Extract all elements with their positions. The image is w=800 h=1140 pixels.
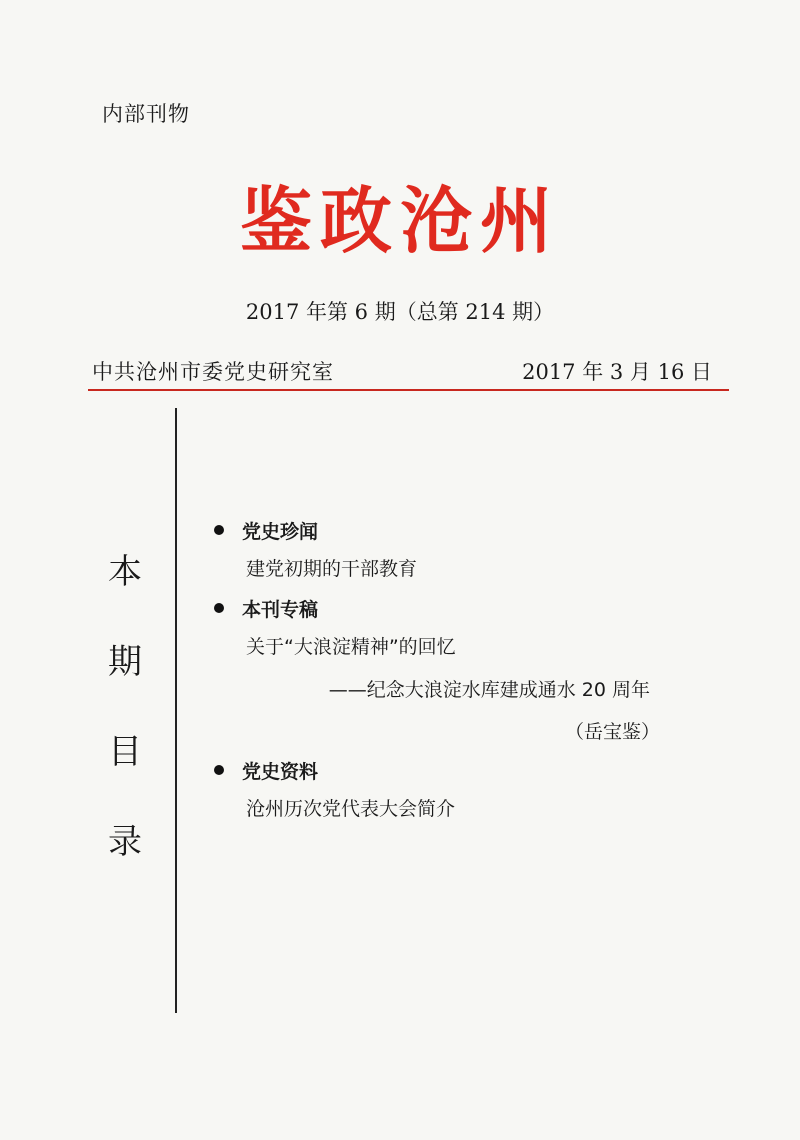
section-header [210, 752, 730, 788]
toc-divider [175, 408, 177, 1013]
publisher: 中共沧州市委党史研究室 [92, 360, 334, 384]
toc-heading-char: 期 [108, 642, 142, 682]
masthead-title: 鉴政沧州 [239, 179, 560, 263]
bullet-icon [214, 603, 224, 613]
table-of-contents [210, 512, 730, 830]
toc-section-party-history-materials [210, 752, 730, 830]
toc-heading-char: 本 [108, 552, 142, 592]
section-header [210, 590, 730, 626]
section-title: 党史资料 [242, 760, 319, 783]
toc-heading-char: 录 [108, 822, 142, 862]
toc-entry[interactable]: 沧州历次党代表大会简介 [246, 798, 456, 820]
bullet-icon [214, 765, 224, 775]
header-divider [88, 389, 729, 391]
toc-section-special-feature [210, 590, 730, 752]
section-header [210, 512, 730, 548]
toc-entry[interactable]: 关于“大浪淀精神”的回忆 [246, 636, 456, 658]
issue-number: 2017 年第 6 期（总第 214 期） [245, 300, 555, 324]
toc-section-party-history-news [210, 512, 730, 590]
toc-heading [105, 552, 145, 912]
section-title: 党史珍闻 [242, 520, 319, 543]
toc-entry[interactable]: 建党初期的干部教育 [246, 558, 418, 580]
internal-publication-label: 内部刊物 [102, 102, 190, 126]
toc-entry-subtitle: ——纪念大浪淀水库建成通水 20 周年 [328, 679, 650, 701]
bullet-icon [214, 525, 224, 535]
section-title: 本刊专稿 [242, 598, 319, 621]
toc-entry-author: （岳宝鉴） [564, 721, 660, 743]
publication-date: 2017 年 3 月 16 日 [522, 360, 712, 384]
toc-heading-char: 目 [108, 732, 142, 772]
